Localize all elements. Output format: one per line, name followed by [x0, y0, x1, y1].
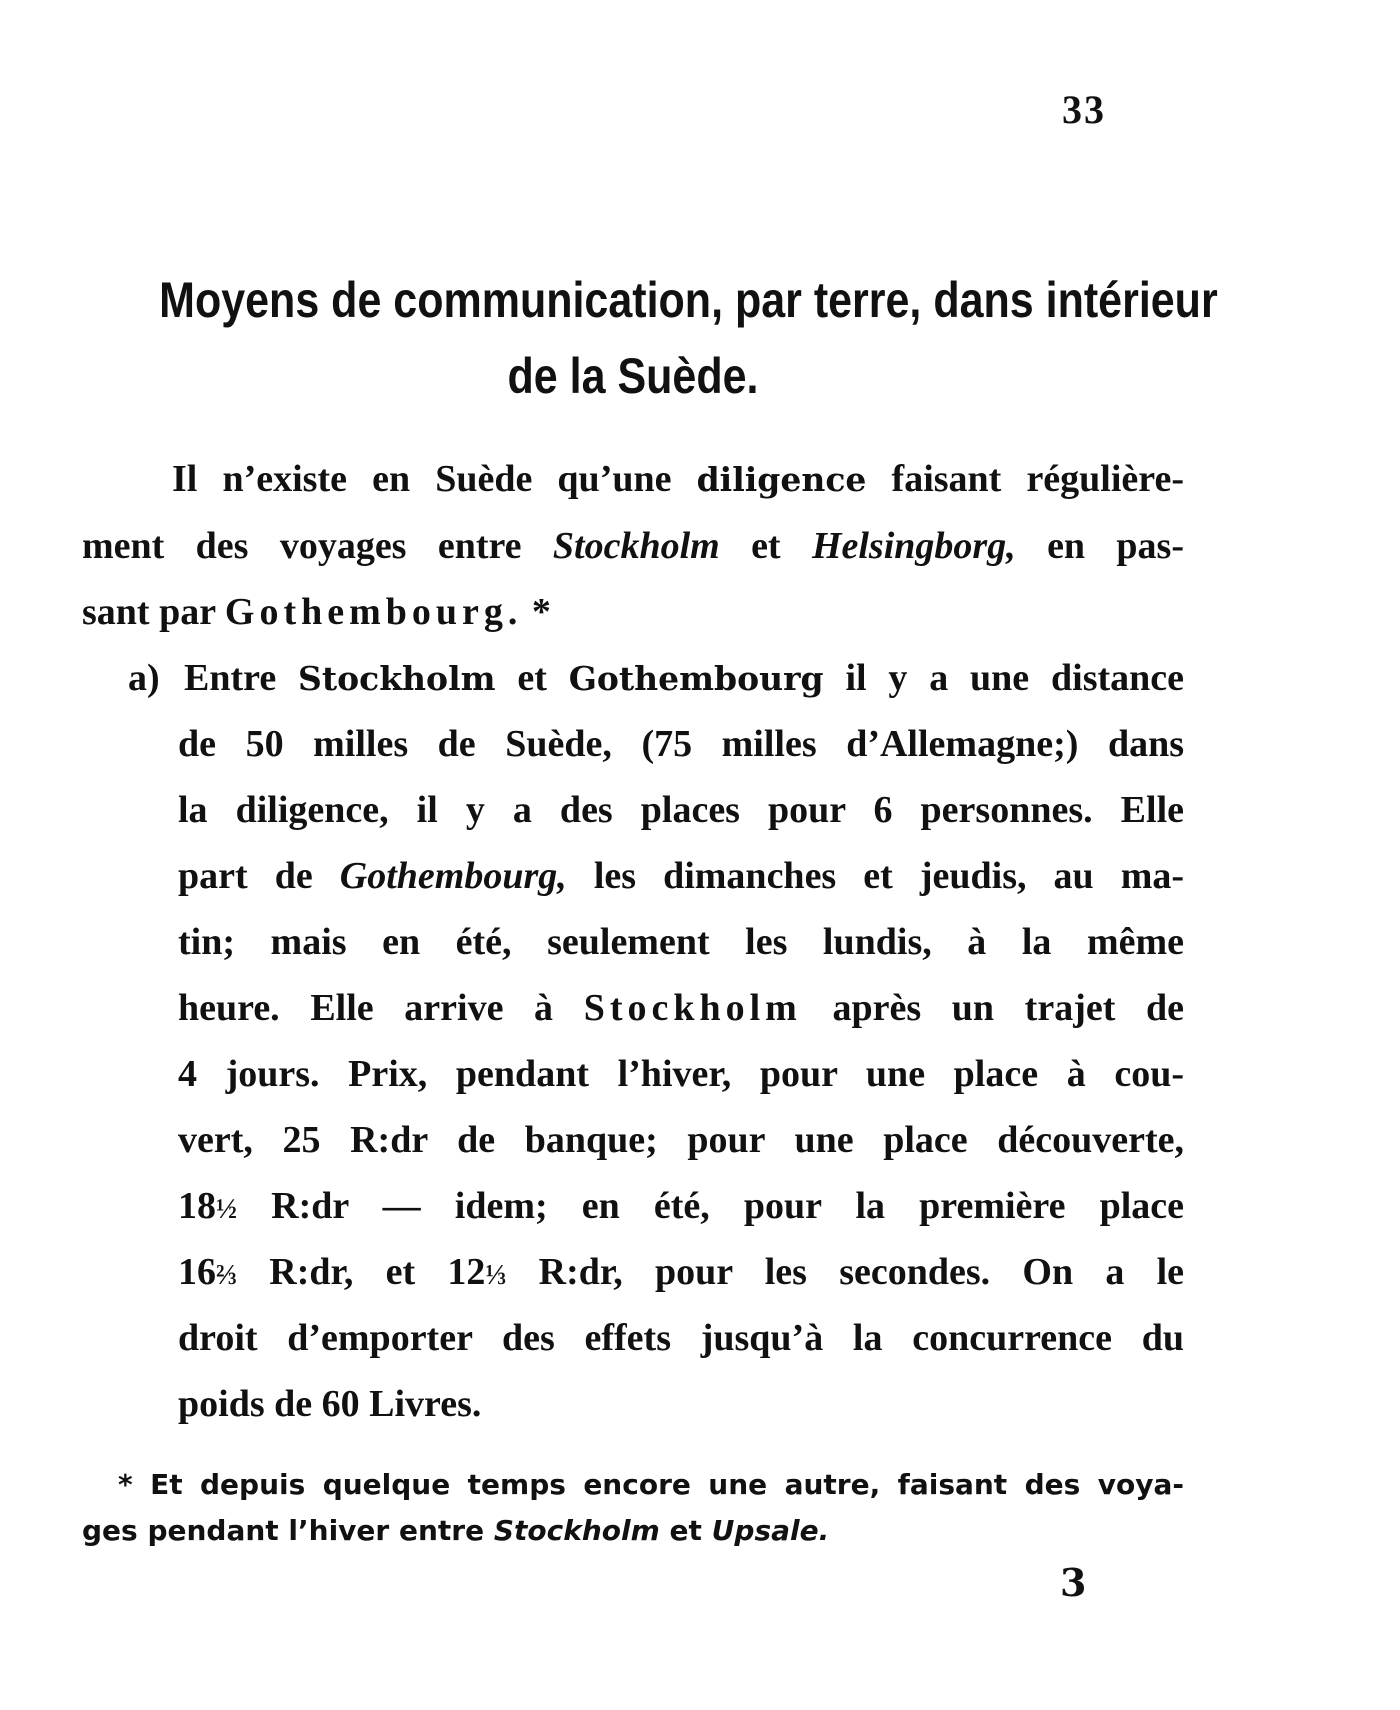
footnote-line-2: ges pendant l’hiver entre Stockholm et Upsale.	[82, 1514, 830, 1547]
emphasis-diligence: diligence	[696, 460, 867, 499]
para2-line-8: vert, 25 R:dr de banque; pour une place découverte,	[178, 1119, 1184, 1161]
para2-line-2: de 50 milles de Suède, (75 milles d’Allemagne;) dans	[178, 723, 1184, 765]
para2-line-6: heure. Elle arrive à Stockholm après un trajet de	[178, 987, 1184, 1029]
page-number: 33	[1062, 87, 1106, 132]
signature-mark: 3	[1060, 1560, 1087, 1605]
footnote-line-1: * Et depuis quelque temps encore une autre, faisant des voya-	[118, 1468, 1184, 1501]
para2-line-3: la diligence, il y a des places pour 6 personnes. Elle	[178, 789, 1184, 831]
para2-line-9: 18½ R:dr — idem; en été, pour la première place	[178, 1185, 1184, 1227]
para2-line-11: droit d’emporter des effets jusqu’à la concurrence du	[178, 1317, 1184, 1359]
para2-line-5: tin; mais en été, seulement les lundis, à la même	[178, 921, 1184, 963]
title-line-2: de la Suède.	[507, 348, 759, 404]
para2-line-7: 4 jours. Prix, pendant l’hiver, pour une place à cou-	[178, 1053, 1184, 1095]
para2-line-1: Entre Stockholm et Gothembourg il y a une distance	[184, 657, 1184, 699]
page-title	[159, 262, 1218, 414]
para2-line-10: 16⅔ R:dr, et 12⅓ R:dr, pour les secondes. On a le	[178, 1251, 1185, 1293]
para2-line-4: part de Gothembourg, les dimanches et jeudis, au ma-	[178, 855, 1185, 897]
para2-line-12: poids de 60 Livres.	[178, 1383, 482, 1425]
para1-line-1: Il n’existe en Suède qu’une diligence faisant régulière-	[172, 458, 1184, 500]
para1-line-2: ment des voyages entre Stockholm et Helsingborg, en pas-	[82, 525, 1184, 567]
para1-line-3: sant par Gothembourg. *	[82, 591, 551, 633]
title-line-1: Moyens de communication, par terre, dans intérieur	[159, 272, 1218, 328]
para2-marker: a)	[128, 657, 160, 699]
